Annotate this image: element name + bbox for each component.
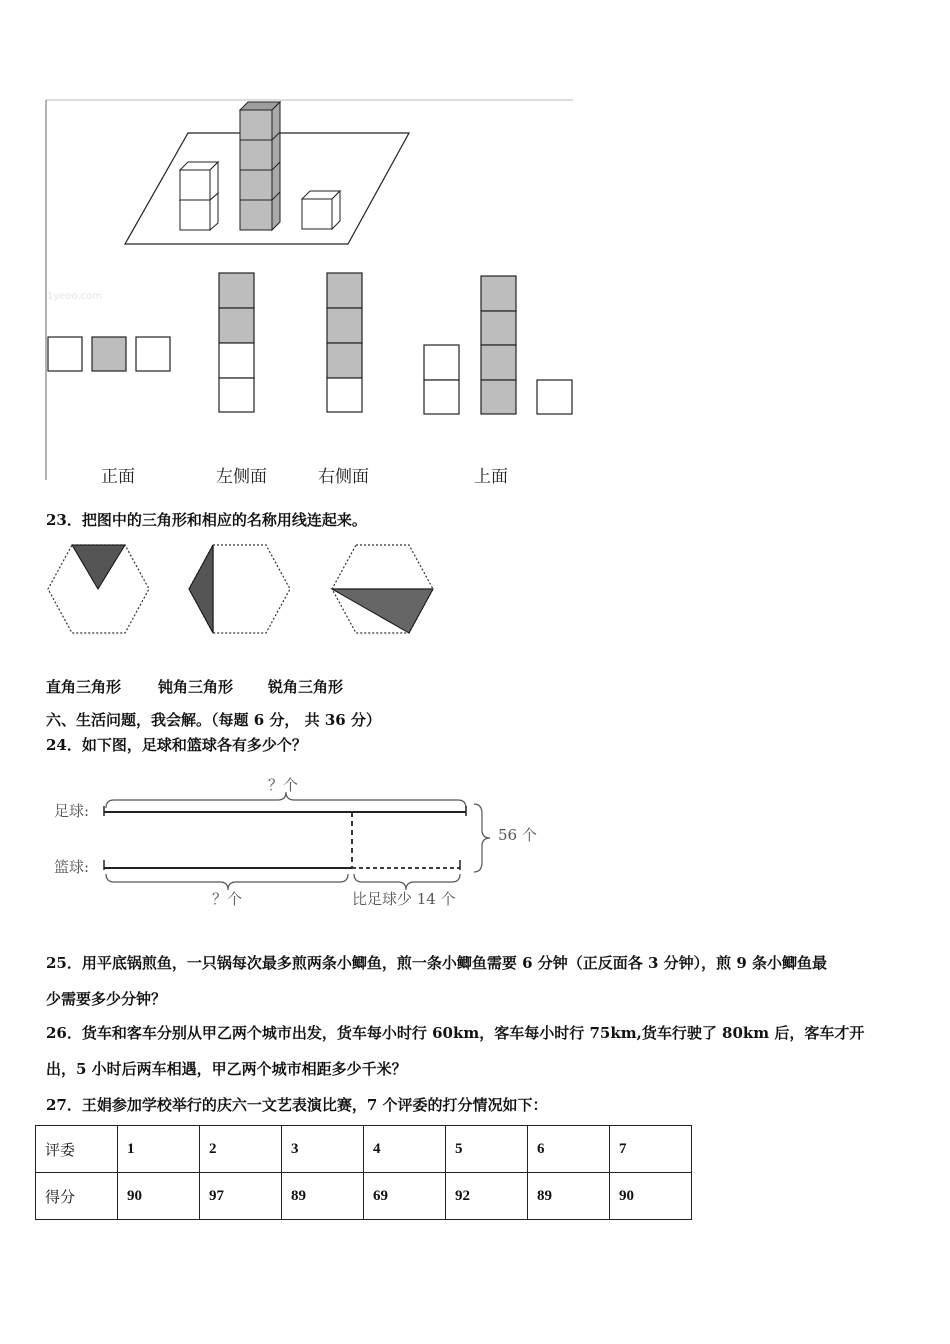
table-header-score: 得分	[36, 1173, 118, 1220]
question-26-line1: 26．货车和客车分别从甲乙两个城市出发，货车每小时行 60km，客车每小时行 75km,货车行驶了 80km 后，客车才开	[46, 1024, 865, 1042]
top-view	[424, 276, 572, 414]
left-side-view	[219, 273, 254, 412]
cube-stack-middle	[240, 102, 280, 230]
table-cell: 4	[364, 1126, 446, 1173]
table-cell: 2	[200, 1126, 282, 1173]
question-23: 23．把图中的三角形和相应的名称用线连起来。	[46, 511, 367, 529]
triangle-right	[189, 545, 213, 633]
table-cell: 89	[282, 1173, 364, 1220]
table-header-judge: 评委	[36, 1126, 118, 1173]
triangle-acute	[72, 545, 125, 589]
table-row-judges	[36, 1126, 692, 1173]
table-cell: 1	[118, 1126, 200, 1173]
right-view-label: 右侧面	[318, 467, 369, 487]
hexagon-figures	[0, 535, 950, 645]
label-football: 足球:	[54, 802, 90, 820]
name-obtuse-triangle: 钝角三角形	[158, 678, 234, 696]
question-25-line1: 25．用平底锅煎鱼，一只锅每次最多煎两条小鲫鱼，煎一条小鲫鱼需要 6 分钟（正反面各 3 分钟），煎 9 条小鲫鱼最	[46, 954, 828, 972]
table-cell: 89	[528, 1173, 610, 1220]
table-cell: 7	[610, 1126, 692, 1173]
name-acute-triangle: 锐角三角形	[268, 678, 344, 696]
table-cell: 97	[200, 1173, 282, 1220]
question-25-line2: 少需要多少分钟？	[46, 990, 167, 1008]
label-basketball: 篮球:	[54, 858, 90, 876]
table-cell: 5	[446, 1126, 528, 1173]
cube-stack-left	[180, 162, 218, 230]
cube-single-right	[302, 191, 340, 229]
table-cell: 92	[446, 1173, 528, 1220]
table-cell: 69	[364, 1173, 446, 1220]
right-side-view	[327, 273, 362, 412]
table-cell: 3	[282, 1126, 364, 1173]
question-26-line2: 出，5 小时后两车相遇，甲乙两个城市相距多少千米？	[46, 1060, 407, 1078]
total-brace	[474, 804, 490, 872]
label-bottom-unknown: ？个	[212, 890, 243, 908]
section-6-title: 六、生活问题，我会解。（每题 6 分， 共 36 分）	[46, 711, 381, 729]
segment-diagram	[0, 770, 950, 920]
label-total: 56 个	[498, 826, 537, 844]
front-view-label: 正面	[101, 467, 135, 487]
table-cell: 90	[610, 1173, 692, 1220]
left-view-label: 左侧面	[216, 467, 267, 487]
name-right-triangle: 直角三角形	[46, 678, 122, 696]
score-table	[35, 1125, 692, 1220]
label-top-unknown: ？个	[268, 776, 299, 794]
question-27: 27．王娟参加学校举行的庆六一文艺表演比赛，7 个评委的打分情况如下：	[46, 1096, 548, 1114]
table-cell: 90	[118, 1173, 200, 1220]
question-24: 24．如下图，足球和篮球各有多少个？	[46, 736, 307, 754]
table-cell: 6	[528, 1126, 610, 1173]
table-row-scores	[36, 1173, 692, 1220]
top-view-label: 上面	[474, 467, 508, 487]
label-difference: 比足球少 14 个	[352, 890, 456, 908]
watermark: 1yeoo.com	[47, 291, 103, 302]
cube-views-figure	[0, 0, 950, 500]
triangle-obtuse	[332, 589, 433, 633]
front-view	[48, 337, 170, 371]
